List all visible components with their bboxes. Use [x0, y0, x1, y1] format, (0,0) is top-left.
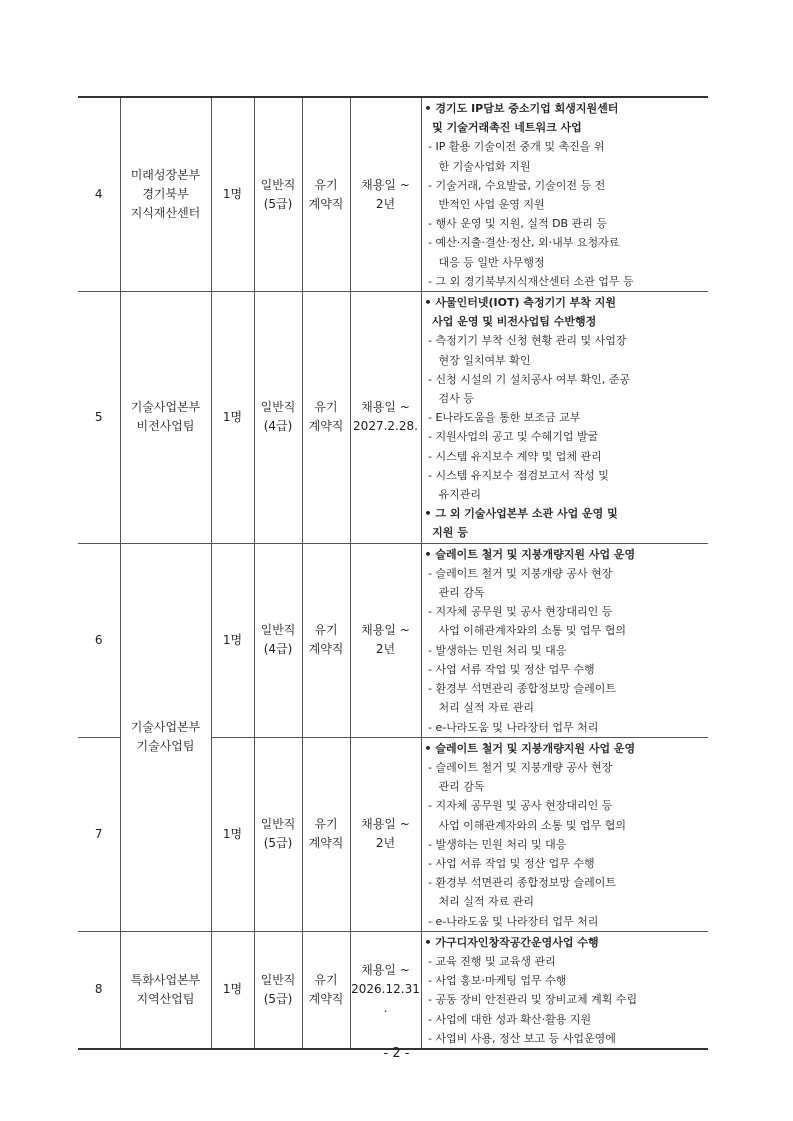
- table-row: [78, 97, 708, 292]
- duty-item: - 신청 시설의 기 설치공사 여부 확인, 준공: [424, 372, 630, 386]
- contract-type-cell: 유기 계약직: [302, 292, 350, 544]
- duty-heading: • 그 외 기술사업본부 소관 사업 운영 및: [424, 507, 618, 521]
- duty-item: - 교육 진행 및 교육생 관리: [424, 954, 556, 968]
- table-row: [78, 292, 708, 544]
- headcount-cell: 1명: [211, 737, 254, 931]
- duty-item: 대응 등 일반 사무행정: [424, 255, 545, 269]
- department-cell: 기술사업본부 기술사업팀: [120, 543, 211, 931]
- duty-item: - 사업 서류 작업 및 정산 업무 수행: [424, 856, 595, 870]
- duty-item: 한 기술사업화 지원: [424, 159, 531, 173]
- department-cell: 미래성장본부 경기북부 지식재산센터: [120, 97, 211, 292]
- duty-item: - 지자체 공무원 및 공사 현장대리인 등: [424, 605, 613, 619]
- duty-item: - 환경부 석면관리 종합정보망 슬레이트: [424, 876, 616, 890]
- duty-item: - 사업 홍보·마케팅 업무 수행: [424, 974, 567, 988]
- duty-item: - 지원사업의 공고 및 수혜기업 발굴: [424, 430, 599, 444]
- duty-item: - 공동 장비 안전관리 및 장비교체 계획 수립: [424, 993, 638, 1007]
- duty-item: - IP 활용 기술이전 중개 및 촉진을 위: [424, 140, 605, 154]
- contract-type-cell: 유기 계약직: [302, 543, 350, 737]
- duty-item: - 발생하는 민원 처리 및 대응: [424, 837, 567, 851]
- duty-item: - 측정기기 부착 신청 현황 관리 및 사업장: [424, 334, 627, 348]
- period-cell: 채용일 ~ 2년: [350, 97, 421, 292]
- job-kind-cell: 일반직 (4급): [254, 543, 302, 737]
- duty-item: 사업 이해관계자와의 소통 및 업무 협의: [424, 818, 626, 832]
- row-number: 4: [78, 97, 120, 292]
- duty-item: - e-나라도움 및 나라장터 업무 처리: [424, 720, 599, 734]
- duty-item: - 그 외 경기북부지식재산센터 소관 업무 등: [424, 274, 634, 288]
- duty-item: - 지자체 공무원 및 공사 현장대리인 등: [424, 799, 613, 813]
- contract-type-cell: 유기 계약직: [302, 97, 350, 292]
- duty-heading: 사업 운영 및 비전사업팀 수반행정: [424, 315, 597, 329]
- duty-item: 관리 감독: [424, 780, 485, 794]
- period-cell: 채용일 ~ 2년: [350, 737, 421, 931]
- duty-item: 반적인 사업 운영 지원: [424, 198, 545, 212]
- duty-item: 사업 이해관계자와의 소통 및 업무 협의: [424, 624, 626, 638]
- duty-item: - 시스템 유지보수 점검보고서 작성 및: [424, 468, 609, 482]
- row-number: 7: [78, 737, 120, 931]
- duty-item: 현장 일치여부 확인: [424, 353, 531, 367]
- department-cell: 특화사업본부 지역산업팀: [120, 931, 211, 1049]
- duty-item: 관리 감독: [424, 586, 485, 600]
- row-number: 6: [78, 543, 120, 737]
- duty-item: - 예산·지출·결산·정산, 외·내부 요청자료: [424, 236, 620, 250]
- period-cell: 채용일 ~ 2년: [350, 543, 421, 737]
- duty-heading: • 경기도 IP담보 중소기업 회생지원센터: [424, 102, 619, 115]
- duties-cell: [421, 931, 708, 1049]
- duty-item: - 환경부 석면관리 종합정보망 슬레이트: [424, 682, 616, 696]
- headcount-cell: 1명: [211, 292, 254, 544]
- duty-item: 처리 실적 자료 관리: [424, 701, 534, 715]
- job-kind-cell: 일반직 (5급): [254, 97, 302, 292]
- duty-item: - 기술거래, 수요발굴, 기술이전 등 전: [424, 178, 606, 192]
- duties-cell: [421, 292, 708, 544]
- period-cell: 채용일 ~ 2026.12.31 .: [350, 931, 421, 1049]
- duty-item: - 슬레이트 철거 및 지붕개량 공사 현장: [424, 566, 613, 580]
- duty-item: - 발생하는 민원 처리 및 대응: [424, 643, 567, 657]
- duties-cell: [421, 543, 708, 737]
- duties-cell: [421, 97, 708, 292]
- table-row: [78, 543, 708, 737]
- headcount-cell: 1명: [211, 931, 254, 1049]
- page-number: - 2 -: [383, 1046, 410, 1061]
- duty-heading: • 슬레이트 철거 및 지붕개량지원 사업 운영: [424, 547, 636, 561]
- headcount-cell: 1명: [211, 97, 254, 292]
- recruitment-table: [78, 96, 708, 1050]
- duty-heading: • 슬레이트 철거 및 지붕개량지원 사업 운영: [424, 741, 636, 755]
- duty-item: 검사 등: [424, 392, 474, 406]
- row-number: 5: [78, 292, 120, 544]
- duty-item: - 시스템 유지보수 계약 및 업체 관리: [424, 449, 602, 463]
- job-kind-cell: 일반직 (5급): [254, 931, 302, 1049]
- duty-heading: 지원 등: [424, 526, 468, 540]
- headcount-cell: 1명: [211, 543, 254, 737]
- duty-item: - 사업 서류 작업 및 정산 업무 수행: [424, 662, 595, 676]
- duty-item: - 사업에 대한 성과 확산·활용 지원: [424, 1012, 592, 1026]
- contract-type-cell: 유기 계약직: [302, 931, 350, 1049]
- duty-item: 처리 실적 자료 관리: [424, 895, 534, 909]
- contract-type-cell: 유기 계약직: [302, 737, 350, 931]
- duties-cell: [421, 737, 708, 931]
- job-kind-cell: 일반직 (4급): [254, 292, 302, 544]
- table-row: [78, 931, 708, 1049]
- duty-item: - 행사 운영 및 지원, 실적 DB 관리 등: [424, 217, 607, 231]
- duty-item: 유지관리: [424, 488, 481, 502]
- duty-heading: • 가구디자인창작공간운영사업 수행: [424, 935, 599, 949]
- duty-item: - e-나라도움 및 나라장터 업무 처리: [424, 914, 599, 928]
- duty-item: - E나라도움을 통한 보조금 교부: [424, 411, 581, 425]
- row-number: 8: [78, 931, 120, 1049]
- duty-item: - 사업비 사용, 정산 보고 등 사업운영에: [424, 1031, 616, 1045]
- department-cell: 기술사업본부 비전사업팀: [120, 292, 211, 544]
- period-cell: 채용일 ~ 2027.2.28.: [350, 292, 421, 544]
- duty-item: - 슬레이트 철거 및 지붕개량 공사 현장: [424, 760, 613, 774]
- duty-heading: • 사물인터넷(IOT) 측정기기 부착 지원: [424, 296, 616, 310]
- duty-heading: 및 기술거래촉진 네트워크 사업: [424, 121, 582, 135]
- job-kind-cell: 일반직 (5급): [254, 737, 302, 931]
